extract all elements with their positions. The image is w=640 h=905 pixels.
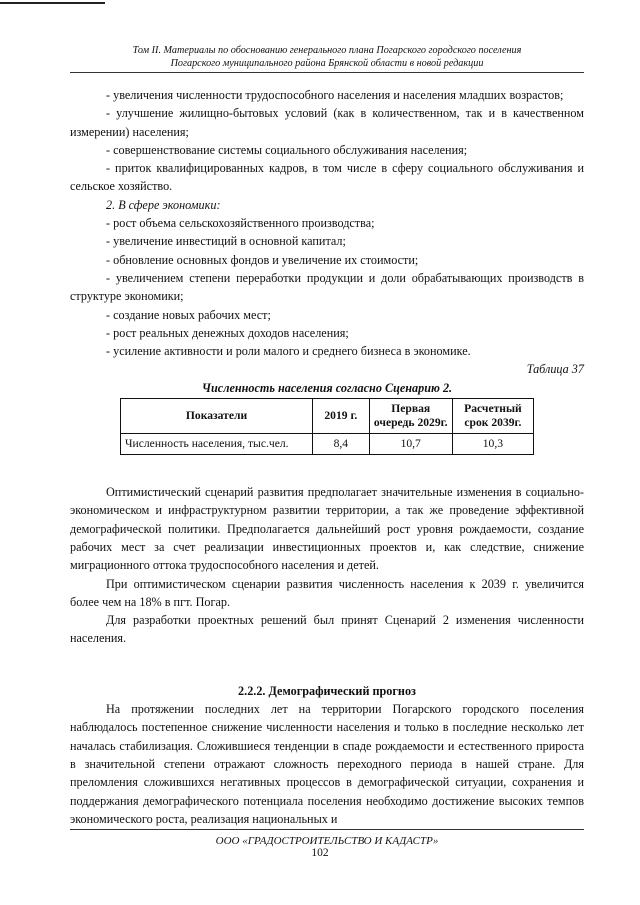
header-rule bbox=[70, 72, 584, 73]
page-body bbox=[70, 86, 584, 828]
footer-org: ООО «ГРАДОСТРОИТЕЛЬСТВО И КАДАСТР» bbox=[215, 835, 439, 847]
top-rule bbox=[0, 2, 105, 4]
table-title: Численность населения согласно Сценарию 2. bbox=[201, 380, 453, 395]
paragraph: На протяжении последних лет на территории Погарского городского поселения наблюдалось постепенное снижение численности населения и только в последние несколько лет началась стабилизация. Сложившиеся тенденции в спаде рождаемости и естественного прироста в значительной степени отражают сложность переходного периода в нашей стране. Для преломления сложившихся негативных процессов в демографической ситуации, сохранения и поддержания демографического потенциала поселения необходимо достижение высоких темпов экономического роста, реализация национальных и bbox=[70, 702, 584, 826]
table-header-cell: 2019 г. bbox=[313, 399, 370, 434]
table-cell: 10,7 bbox=[369, 434, 452, 455]
paragraph: Для разработки проектных решений был принят Сценарий 2 изменения численности населения. bbox=[70, 613, 584, 646]
section-title: 2.2.2. Демографический прогноз bbox=[238, 683, 416, 698]
paragraph: При оптимистическом сценарии развития численность населения к 2039 г. увеличится более чем на 18% в пгт. Погар. bbox=[70, 576, 584, 609]
list-item: - приток квалифицированных кадров, в том числе в сферу социального обслуживания и сельское хозяйство. bbox=[70, 161, 584, 194]
list-item: - рост объема сельскохозяйственного производства; bbox=[106, 216, 375, 231]
list-item: - рост реальных денежных доходов населения; bbox=[106, 325, 349, 340]
table-header-cell: Первая очередь 2029г. bbox=[369, 399, 452, 434]
list-item: - усиление активности и роли малого и среднего бизнеса в экономике. bbox=[106, 344, 471, 359]
table-header-cell: Расчетный срок 2039г. bbox=[452, 399, 533, 434]
paragraph: Оптимистический сценарий развития предполагает значительные изменения в социально-экономическом и инфраструктурном развитии территории, а так же проведение эффективной демографической политики. Предполагается дальнейший рост уровня рождаемости, создание рабочих мест за счет реализации инвестиционных проектов и, как следствие, снижение миграционного оттока трудоспособного населения и детей. bbox=[70, 485, 584, 573]
header-line-1: Том II. Материалы по обоснованию генерального плана Погарского городского поселения bbox=[132, 45, 522, 56]
table-header-cell: Показатели bbox=[121, 399, 313, 434]
header-line-2: Погарского муниципального района Брянской области в новой редакции bbox=[170, 58, 484, 69]
list-item: - совершенствование системы социального обслуживания населения; bbox=[106, 142, 468, 157]
page-footer bbox=[70, 829, 584, 848]
list-item: - увеличения численности трудоспособного населения и населения младших возрастов; bbox=[106, 88, 564, 102]
economy-subheading: 2. В сфере экономики: bbox=[106, 197, 221, 212]
list-item: - обновление основных фондов и увеличение их стоимости; bbox=[106, 252, 419, 267]
page-number: 102 bbox=[311, 847, 329, 859]
list-item: - улучшение жилищно-бытовых условий (как в количественном, так и в качественном измерении) населения; bbox=[70, 106, 584, 139]
table-label: Таблица 37 bbox=[526, 362, 584, 377]
table-cell: 8,4 bbox=[313, 434, 370, 455]
table-header-row bbox=[121, 399, 534, 434]
population-table bbox=[120, 398, 534, 455]
list-item: - создание новых рабочих мест; bbox=[106, 307, 271, 322]
list-item: - увеличение инвестиций в основной капитал; bbox=[106, 234, 346, 249]
table-row bbox=[121, 434, 534, 455]
table-cell: Численность населения, тыс.чел. bbox=[121, 434, 313, 455]
table-cell: 10,3 bbox=[452, 434, 533, 455]
list-item: - увеличением степени переработки продукции и доли обрабатывающих производств в структуре экономики; bbox=[70, 270, 584, 304]
running-header bbox=[70, 44, 584, 70]
